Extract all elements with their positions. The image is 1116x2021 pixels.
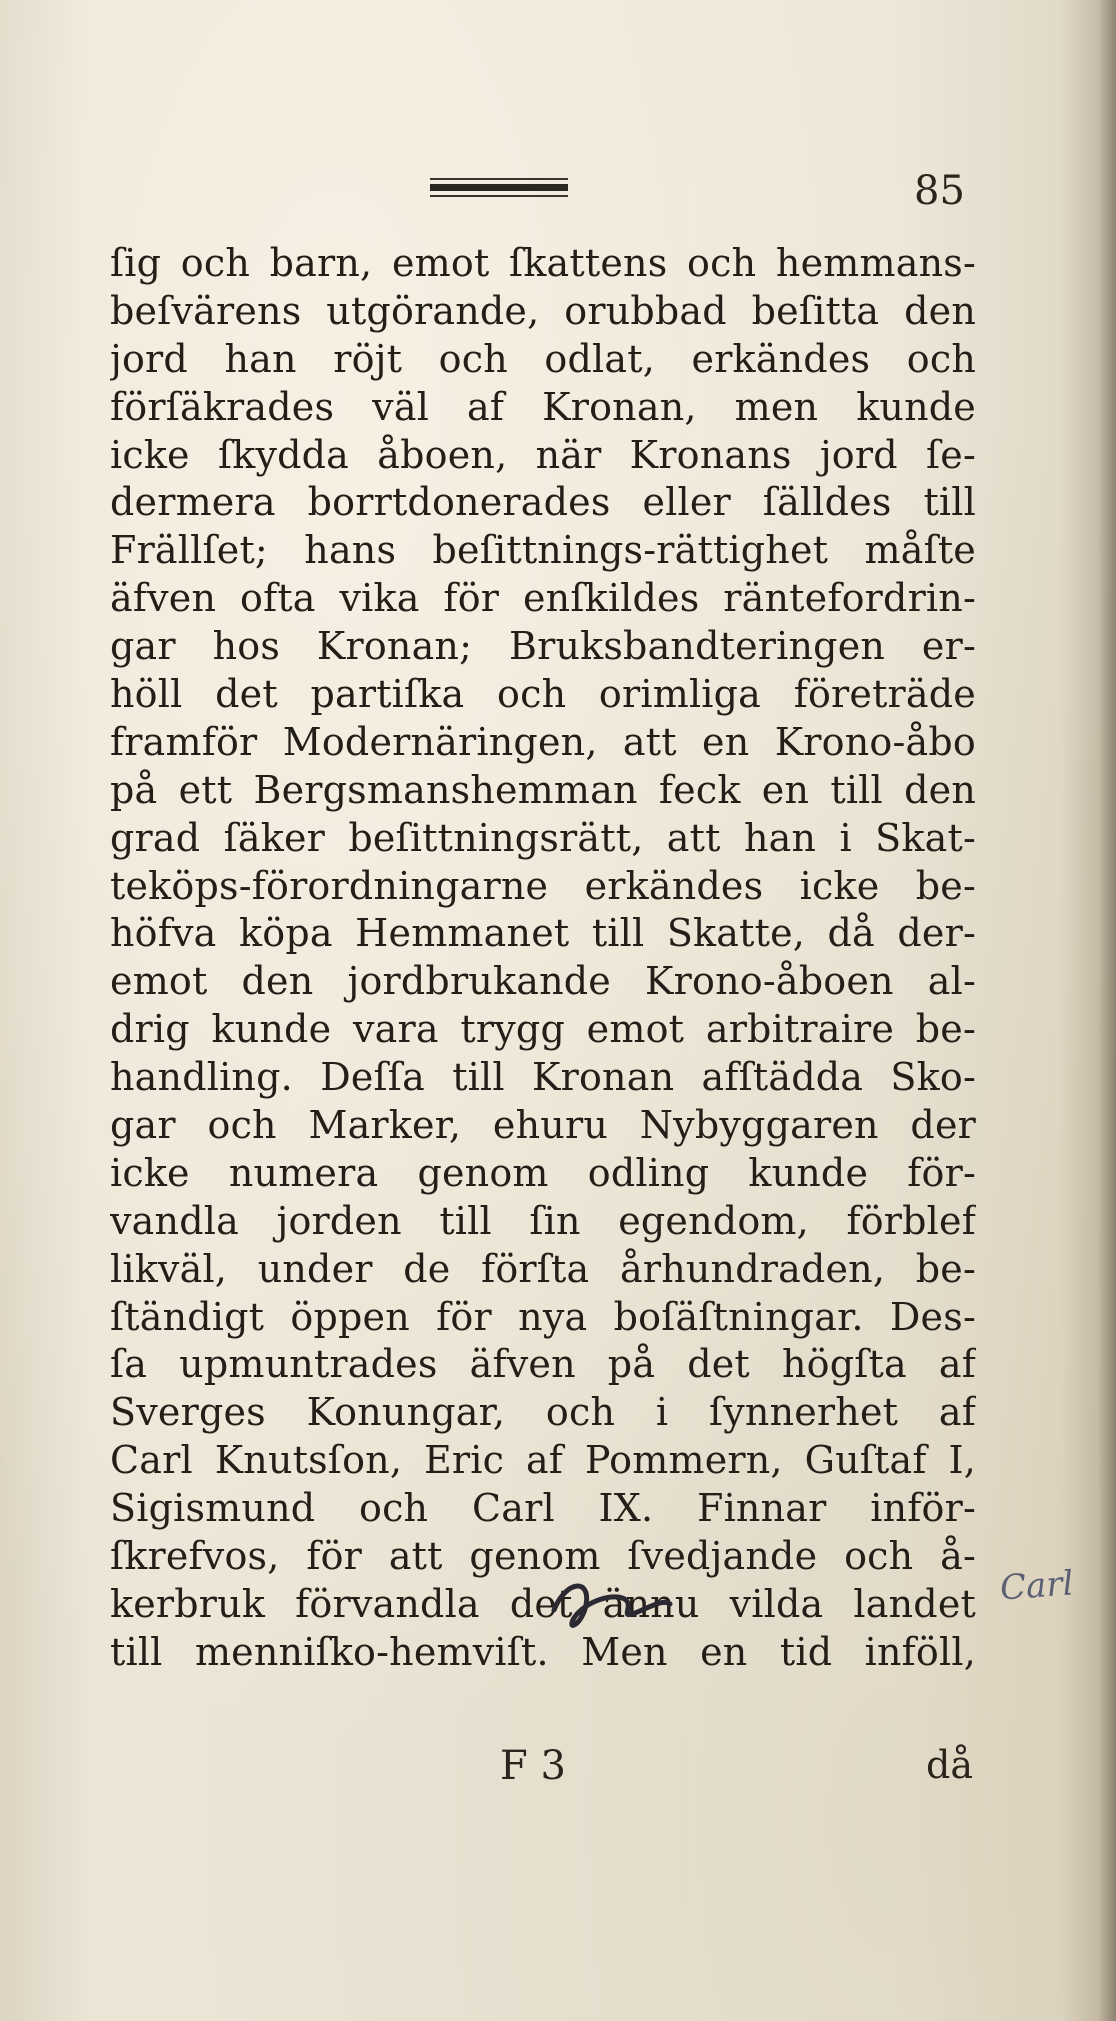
text-line: Sigismund och Carl IX. Finnar inför-	[110, 1486, 976, 1531]
text-line: beſvärens utgörande, orubbad beſitta den	[110, 288, 976, 333]
handwritten-ink-mark	[546, 1570, 676, 1640]
text-line: dermera borrtdonerades eller ſälldes till	[110, 480, 976, 525]
text-line: jord han röjt och odlat, erkändes och	[110, 336, 976, 381]
page-edge-shadow	[1098, 0, 1116, 2021]
text-line: kerbruk förvandla det ännu vilda landet	[110, 1581, 976, 1626]
page-number: 85	[914, 168, 965, 214]
text-line: ſtändigt öppen för nya boſäſtningar. Des-	[110, 1294, 976, 1339]
text-line: Frällſet; hans beſittnings-rättighet måſte	[110, 528, 976, 573]
header-rule-line	[430, 195, 568, 197]
text-line: handling. Deſſa till Kronan afſtädda Sko-	[110, 1055, 976, 1100]
text-line: gar hos Kronan; Bruksbandteringen er-	[110, 624, 976, 669]
text-line: drig kunde vara trygg emot arbitraire be-	[110, 1007, 976, 1052]
text-line: förſäkrades väl af Kronan, men kunde	[110, 384, 976, 429]
text-line: ſig och barn, emot ſkattens och hemmans-	[110, 241, 976, 285]
margin-note: Carl	[998, 1563, 1075, 1609]
text-line: icke numera genom odling kunde för-	[110, 1150, 976, 1195]
text-line: ſa upmuntrades äfven på det högſta af	[110, 1342, 976, 1387]
text-line: icke ſkydda åboen, när Kronans jord ſe-	[110, 432, 976, 477]
text-line: vandla jorden till ſin egendom, förblef	[110, 1198, 976, 1243]
catchword: då	[926, 1743, 973, 1787]
signature-mark: F 3	[500, 1743, 566, 1789]
header-rule-bar	[430, 184, 568, 191]
text-line: framför Modernäringen, att en Krono-åbo	[110, 719, 976, 764]
text-line: äfven ofta vika för enſkildes räntefordrin-	[110, 576, 976, 621]
text-line: gar och Marker, ehuru Nybyggaren der	[110, 1103, 976, 1148]
text-line: grad ſäker beſittningsrätt, att han i Skat-	[110, 815, 976, 860]
text-line: teköps-förordningarne erkändes icke be-	[110, 863, 976, 908]
body-text	[110, 240, 976, 1677]
text-line: till menniſko-hemviſt. Men en tid inföll,	[110, 1629, 976, 1674]
text-line: Sverges Konungar, och i ſynnerhet af	[110, 1390, 976, 1435]
header-rule-line	[430, 178, 568, 180]
text-line: höll det partiſka och orimliga företräde	[110, 672, 976, 717]
text-line: emot den jordbrukande Krono-åboen al-	[110, 959, 976, 1004]
text-line: ſkrefvos, för att genom ſvedjande och å-	[110, 1534, 976, 1579]
text-line: likväl, under de förſta århundraden, be-	[110, 1246, 976, 1291]
text-line: höfva köpa Hemmanet till Skatte, då der-	[110, 911, 976, 956]
text-line: på ett Bergsmanshemman feck en till den	[110, 767, 976, 812]
header-rule	[430, 178, 568, 198]
text-line: Carl Knutsſon, Eric af Pommern, Guſtaf I,	[110, 1438, 976, 1483]
